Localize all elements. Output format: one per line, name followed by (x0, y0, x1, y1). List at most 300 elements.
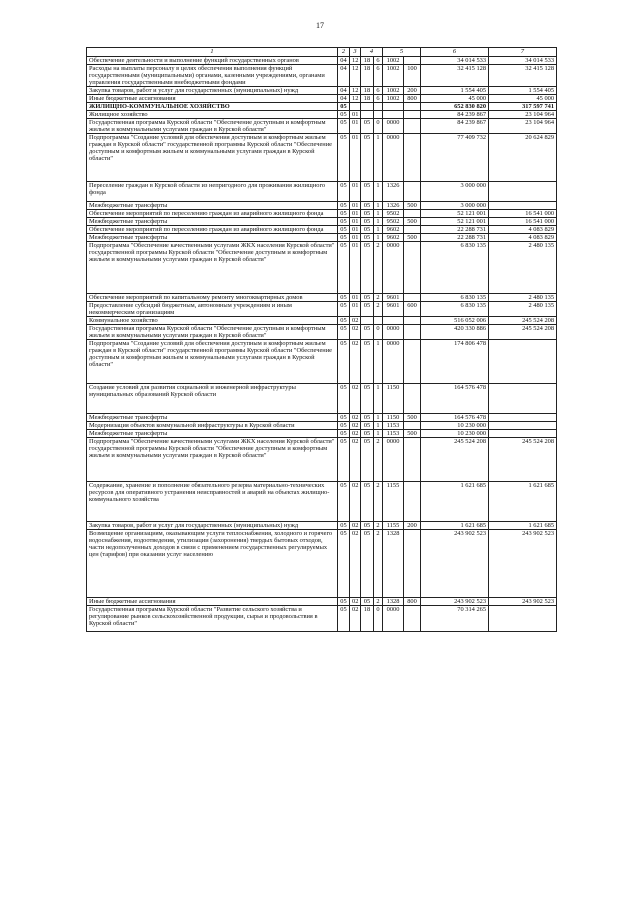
row-name-cell: Модернизация объектов коммунальной инфраструктуры в Курской области (87, 422, 338, 430)
item-code-cell: 9601 (383, 302, 404, 317)
row-name-cell: Обеспечение мероприятий по капитальному ремонту многоквартирных домов (87, 294, 338, 302)
amount-year-2-cell: 1 554 405 (489, 87, 557, 95)
subprogram-code-cell (374, 317, 383, 325)
amount-year-2-cell: 34 014 533 (489, 57, 557, 65)
table-row (87, 65, 557, 87)
section-code-cell: 05 (338, 210, 350, 218)
section-code-cell: 05 (338, 182, 350, 202)
row-name-cell: Возмещение организациям, оказывающим услуги теплоснабжения, холодного и горячего водоснабжения, водоотведения, утилизации (захоронения) твердых бытовых отходов, части недополученных доходов в связи с применением государственных регулируемых цен (тарифов) при оказании услуг населению (87, 530, 338, 598)
program-code-cell (361, 111, 374, 119)
amount-year-2-cell (489, 414, 557, 422)
subprogram-code-cell (374, 103, 383, 111)
row-name-cell: Расходы на выплаты персоналу в целях обеспечения выполнения функций государственными (муниципальными) органами, казенными учреждениями, органами управления государственными внебюджетными фондами (87, 65, 338, 87)
amount-year-1-cell: 52 121 001 (421, 218, 489, 226)
item-code-cell: 0000 (383, 606, 404, 632)
amount-year-2-cell: 245 524 208 (489, 438, 557, 482)
expense-type-cell (404, 294, 421, 302)
expense-type-cell: 600 (404, 302, 421, 317)
program-code-cell: 05 (361, 234, 374, 242)
table-row (87, 234, 557, 242)
subsection-code-cell: 12 (350, 57, 361, 65)
amount-year-2-cell: 2 480 135 (489, 302, 557, 317)
program-code-cell: 05 (361, 242, 374, 294)
item-code-cell: 1328 (383, 598, 404, 606)
table-row (87, 182, 557, 202)
table-row (87, 202, 557, 210)
item-code-cell: 1326 (383, 202, 404, 210)
subsection-code-cell: 01 (350, 210, 361, 218)
section-code-cell: 05 (338, 294, 350, 302)
table-row (87, 57, 557, 65)
table-row (87, 422, 557, 430)
subsection-code-cell: 02 (350, 606, 361, 632)
row-name-cell: Государственная программа Курской области "Развитие сельского хозяйства и регулирование рынков сельскохозяйственной продукции, сырья и продовольствия в Курской области" (87, 606, 338, 632)
subprogram-code-cell: 2 (374, 294, 383, 302)
program-code-cell: 05 (361, 598, 374, 606)
program-code-cell: 05 (361, 422, 374, 430)
program-code-cell: 05 (361, 414, 374, 422)
subprogram-code-cell: 2 (374, 242, 383, 294)
table-row (87, 438, 557, 482)
amount-year-1-cell: 22 288 731 (421, 234, 489, 242)
item-code-cell (383, 317, 404, 325)
program-code-cell: 05 (361, 202, 374, 210)
amount-year-1-cell: 6 830 135 (421, 242, 489, 294)
subsection-code-cell: 01 (350, 234, 361, 242)
amount-year-2-cell: 4 083 829 (489, 226, 557, 234)
row-name-cell: Межбюджетные трансферты (87, 202, 338, 210)
subsection-code-cell: 01 (350, 111, 361, 119)
amount-year-2-cell: 245 524 208 (489, 325, 557, 340)
item-code-cell: 1328 (383, 530, 404, 598)
table-body (87, 48, 557, 632)
budget-table (86, 47, 557, 632)
program-code-cell: 18 (361, 57, 374, 65)
amount-year-1-cell: 10 230 000 (421, 422, 489, 430)
item-code-cell: 9602 (383, 234, 404, 242)
amount-year-1-cell: 516 052 006 (421, 317, 489, 325)
subprogram-code-cell: 1 (374, 340, 383, 384)
amount-year-2-cell (489, 202, 557, 210)
amount-year-1-cell: 34 014 533 (421, 57, 489, 65)
program-code-cell: 05 (361, 325, 374, 340)
subsection-code-cell: 02 (350, 530, 361, 598)
expense-type-cell: 500 (404, 218, 421, 226)
subsection-code-cell: 12 (350, 87, 361, 95)
section-code-cell: 05 (338, 438, 350, 482)
table-row (87, 317, 557, 325)
subprogram-code-cell: 6 (374, 57, 383, 65)
amount-year-2-cell: 16 541 000 (489, 210, 557, 218)
subsection-code-cell: 02 (350, 598, 361, 606)
section-code-cell: 05 (338, 234, 350, 242)
section-code-cell: 05 (338, 482, 350, 522)
row-name-cell: Закупка товаров, работ и услуг для государственных (муниципальных) нужд (87, 87, 338, 95)
item-code-cell: 1002 (383, 87, 404, 95)
table-row (87, 134, 557, 182)
subsection-code-cell: 12 (350, 65, 361, 87)
table-row (87, 598, 557, 606)
subprogram-code-cell: 1 (374, 226, 383, 234)
subprogram-code-cell: 2 (374, 438, 383, 482)
item-code-cell: 0000 (383, 242, 404, 294)
expense-type-cell (404, 242, 421, 294)
program-code-cell (361, 103, 374, 111)
subprogram-code-cell: 2 (374, 522, 383, 530)
expense-type-cell (404, 182, 421, 202)
header-cell-2: 2 (338, 48, 350, 57)
amount-year-1-cell: 174 806 478 (421, 340, 489, 384)
subsection-code-cell (350, 103, 361, 111)
section-code-cell: 05 (338, 430, 350, 438)
expense-type-cell: 800 (404, 95, 421, 103)
row-name-cell: Подпрограмма "Создание условий для обеспечения доступным и комфортным жильем граждан в Курской области" государственной программы Курской области "Обеспечение доступным и комфортным жильем и коммунальными услугами граждан в Курской области" (87, 340, 338, 384)
amount-year-1-cell: 1 554 405 (421, 87, 489, 95)
section-code-cell: 05 (338, 302, 350, 317)
amount-year-2-cell: 23 104 964 (489, 119, 557, 134)
amount-year-1-cell: 84 239 867 (421, 119, 489, 134)
row-name-cell: Подпрограмма "Обеспечение качественными услугами ЖКХ населения Курской области" государственной программы Курской области "Обеспечение доступным и комфортным жильем и коммунальными услугами граждан в Курской области" (87, 438, 338, 482)
table-row (87, 414, 557, 422)
section-code-cell: 05 (338, 242, 350, 294)
expense-type-cell (404, 530, 421, 598)
expense-type-cell (404, 325, 421, 340)
row-name-cell: Жилищное хозяйство (87, 111, 338, 119)
subprogram-code-cell: 1 (374, 218, 383, 226)
amount-year-2-cell: 16 541 000 (489, 218, 557, 226)
row-name-cell: ЖИЛИЩНО-КОММУНАЛЬНОЕ ХОЗЯЙСТВО (87, 103, 338, 111)
table-row (87, 482, 557, 522)
subprogram-code-cell: 1 (374, 202, 383, 210)
item-code-cell: 0000 (383, 119, 404, 134)
subsection-code-cell: 01 (350, 294, 361, 302)
expense-type-cell (404, 606, 421, 632)
amount-year-2-cell: 23 104 964 (489, 111, 557, 119)
item-code-cell: 9502 (383, 210, 404, 218)
amount-year-2-cell: 2 480 135 (489, 242, 557, 294)
amount-year-2-cell: 243 902 523 (489, 530, 557, 598)
page-number: 17 (316, 21, 324, 30)
section-code-cell: 05 (338, 218, 350, 226)
subsection-code-cell: 02 (350, 414, 361, 422)
amount-year-1-cell: 243 902 523 (421, 598, 489, 606)
expense-type-cell: 500 (404, 430, 421, 438)
amount-year-1-cell: 420 330 886 (421, 325, 489, 340)
program-code-cell: 05 (361, 210, 374, 218)
row-name-cell: Иные бюджетные ассигнования (87, 95, 338, 103)
expense-type-cell: 200 (404, 87, 421, 95)
subsection-code-cell: 02 (350, 422, 361, 430)
amount-year-2-cell: 243 902 523 (489, 598, 557, 606)
section-code-cell: 05 (338, 530, 350, 598)
expense-type-cell (404, 422, 421, 430)
header-cell-6: 6 (421, 48, 489, 57)
subsection-code-cell: 01 (350, 119, 361, 134)
table-row (87, 111, 557, 119)
row-name-cell: Переселение граждан в Курской области из непригодного для проживания жилищного фонда (87, 182, 338, 202)
amount-year-1-cell: 32 415 128 (421, 65, 489, 87)
subsection-code-cell: 02 (350, 438, 361, 482)
amount-year-1-cell: 77 409 732 (421, 134, 489, 182)
row-name-cell: Межбюджетные трансферты (87, 234, 338, 242)
item-code-cell: 9602 (383, 226, 404, 234)
expense-type-cell (404, 111, 421, 119)
subsection-code-cell: 02 (350, 430, 361, 438)
header-cell-5: 5 (383, 48, 421, 57)
amount-year-1-cell: 84 239 867 (421, 111, 489, 119)
table-row (87, 302, 557, 317)
subprogram-code-cell: 2 (374, 302, 383, 317)
amount-year-2-cell: 20 624 829 (489, 134, 557, 182)
section-code-cell: 05 (338, 325, 350, 340)
table-row (87, 325, 557, 340)
program-code-cell: 05 (361, 226, 374, 234)
amount-year-2-cell: 317 597 741 (489, 103, 557, 111)
amount-year-1-cell: 1 621 685 (421, 522, 489, 530)
section-code-cell: 05 (338, 384, 350, 414)
item-code-cell (383, 111, 404, 119)
table-row (87, 87, 557, 95)
amount-year-2-cell: 45 000 (489, 95, 557, 103)
item-code-cell: 1002 (383, 95, 404, 103)
table-row (87, 430, 557, 438)
item-code-cell (383, 103, 404, 111)
program-code-cell: 05 (361, 384, 374, 414)
amount-year-2-cell (489, 384, 557, 414)
table-row (87, 226, 557, 234)
program-code-cell: 05 (361, 134, 374, 182)
item-code-cell: 1150 (383, 384, 404, 414)
program-code-cell: 05 (361, 438, 374, 482)
section-code-cell: 05 (338, 598, 350, 606)
section-code-cell: 05 (338, 226, 350, 234)
header-cell-7: 7 (489, 48, 557, 57)
table-row (87, 522, 557, 530)
subprogram-code-cell: 1 (374, 422, 383, 430)
item-code-cell: 1326 (383, 182, 404, 202)
row-name-cell: Закупка товаров, работ и услуг для государственных (муниципальных) нужд (87, 522, 338, 530)
subsection-code-cell: 02 (350, 384, 361, 414)
program-code-cell: 05 (361, 119, 374, 134)
subsection-code-cell: 01 (350, 182, 361, 202)
table-row (87, 530, 557, 598)
expense-type-cell (404, 103, 421, 111)
item-code-cell: 1002 (383, 65, 404, 87)
section-code-cell: 05 (338, 317, 350, 325)
program-code-cell (361, 317, 374, 325)
amount-year-1-cell: 3 000 000 (421, 182, 489, 202)
table-row (87, 210, 557, 218)
expense-type-cell (404, 119, 421, 134)
amount-year-1-cell: 6 830 135 (421, 294, 489, 302)
expense-type-cell (404, 340, 421, 384)
item-code-cell: 1155 (383, 522, 404, 530)
amount-year-1-cell: 243 902 523 (421, 530, 489, 598)
section-code-cell: 05 (338, 414, 350, 422)
amount-year-2-cell: 32 415 128 (489, 65, 557, 87)
amount-year-2-cell: 2 480 135 (489, 294, 557, 302)
section-code-cell: 05 (338, 119, 350, 134)
row-name-cell: Обеспечение мероприятий по переселению граждан из аварийного жилищного фонда (87, 226, 338, 234)
amount-year-2-cell (489, 606, 557, 632)
table-row (87, 242, 557, 294)
subprogram-code-cell: 1 (374, 134, 383, 182)
row-name-cell: Создание условий для развития социальной и инженерной инфраструктуры муниципальных образований Курской области (87, 384, 338, 414)
table-row (87, 95, 557, 103)
table-row (87, 218, 557, 226)
header-cell-3: 3 (350, 48, 361, 57)
subprogram-code-cell: 2 (374, 598, 383, 606)
amount-year-1-cell: 1 621 685 (421, 482, 489, 522)
program-code-cell: 05 (361, 482, 374, 522)
row-name-cell: Предоставление субсидий бюджетным, автономным учреждениям и иным некоммерческим организациям (87, 302, 338, 317)
amount-year-1-cell: 70 314 265 (421, 606, 489, 632)
expense-type-cell (404, 134, 421, 182)
section-code-cell: 04 (338, 95, 350, 103)
row-name-cell: Подпрограмма "Обеспечение качественными услугами ЖКХ населения Курской области" государственной программы Курской области "Обеспечение доступным и комфортным жильем и коммунальными услугами граждан в Курской области" (87, 242, 338, 294)
item-code-cell: 1002 (383, 57, 404, 65)
amount-year-1-cell: 45 000 (421, 95, 489, 103)
subsection-code-cell: 02 (350, 340, 361, 384)
subsection-code-cell: 02 (350, 317, 361, 325)
subprogram-code-cell: 6 (374, 65, 383, 87)
expense-type-cell (404, 317, 421, 325)
table-row (87, 119, 557, 134)
section-code-cell: 05 (338, 202, 350, 210)
subprogram-code-cell: 0 (374, 606, 383, 632)
section-code-cell: 04 (338, 87, 350, 95)
item-code-cell: 0000 (383, 340, 404, 384)
subprogram-code-cell: 1 (374, 210, 383, 218)
subprogram-code-cell: 1 (374, 384, 383, 414)
amount-year-1-cell: 164 576 478 (421, 384, 489, 414)
amount-year-1-cell: 52 121 001 (421, 210, 489, 218)
program-code-cell: 05 (361, 302, 374, 317)
expense-type-cell: 500 (404, 202, 421, 210)
section-code-cell: 05 (338, 606, 350, 632)
section-code-cell: 05 (338, 111, 350, 119)
table-row (87, 340, 557, 384)
amount-year-2-cell (489, 340, 557, 384)
amount-year-1-cell: 10 230 000 (421, 430, 489, 438)
expense-type-cell (404, 482, 421, 522)
expense-type-cell (404, 210, 421, 218)
expense-type-cell: 500 (404, 414, 421, 422)
program-code-cell: 18 (361, 95, 374, 103)
item-code-cell: 1153 (383, 422, 404, 430)
item-code-cell: 1153 (383, 430, 404, 438)
amount-year-2-cell: 245 524 208 (489, 317, 557, 325)
table-row (87, 294, 557, 302)
row-name-cell: Межбюджетные трансферты (87, 414, 338, 422)
header-cell-4: 4 (361, 48, 383, 57)
subprogram-code-cell: 1 (374, 182, 383, 202)
subsection-code-cell: 01 (350, 218, 361, 226)
row-name-cell: Иные бюджетные ассигнования (87, 598, 338, 606)
row-name-cell: Обеспечение мероприятий по переселению граждан из аварийного жилищного фонда (87, 210, 338, 218)
item-code-cell: 0000 (383, 325, 404, 340)
row-name-cell: Содержание, хранение и пополнение обязательного резерва материально-технических ресурсов для оперативного устранения неисправностей и аварий на объектах жилищно-коммунального хозяйства (87, 482, 338, 522)
program-code-cell: 05 (361, 430, 374, 438)
expense-type-cell: 800 (404, 598, 421, 606)
item-code-cell: 0000 (383, 438, 404, 482)
row-name-cell: Государственная программа Курской области "Обеспечение доступным и комфортным жильем и коммунальными услугами граждан в Курской области" (87, 119, 338, 134)
subsection-code-cell: 01 (350, 302, 361, 317)
subsection-code-cell: 01 (350, 202, 361, 210)
subprogram-code-cell: 2 (374, 530, 383, 598)
amount-year-2-cell: 1 621 685 (489, 482, 557, 522)
expense-type-cell: 100 (404, 65, 421, 87)
program-code-cell: 18 (361, 65, 374, 87)
amount-year-2-cell (489, 430, 557, 438)
header-row (87, 48, 557, 57)
program-code-cell: 05 (361, 340, 374, 384)
row-name-cell: Межбюджетные трансферты (87, 218, 338, 226)
program-code-cell: 05 (361, 522, 374, 530)
amount-year-2-cell: 4 083 829 (489, 234, 557, 242)
table-row (87, 606, 557, 632)
row-name-cell: Подпрограмма "Создание условий для обеспечения доступным и комфортным жильем граждан в Курской области" государственной программы Курской области "Обеспечение доступным и комфортным жильем и коммунальными услугами граждан в Курской области" (87, 134, 338, 182)
expense-type-cell: 200 (404, 522, 421, 530)
section-code-cell: 05 (338, 103, 350, 111)
subprogram-code-cell: 0 (374, 325, 383, 340)
expense-type-cell (404, 438, 421, 482)
amount-year-1-cell: 652 830 820 (421, 103, 489, 111)
subprogram-code-cell (374, 111, 383, 119)
amount-year-1-cell: 6 830 135 (421, 302, 489, 317)
subsection-code-cell: 02 (350, 482, 361, 522)
item-code-cell: 0000 (383, 134, 404, 182)
row-name-cell: Обеспечение деятельности и выполнение функций государственных органов (87, 57, 338, 65)
subprogram-code-cell: 6 (374, 87, 383, 95)
program-code-cell: 18 (361, 606, 374, 632)
subsection-code-cell: 12 (350, 95, 361, 103)
subprogram-code-cell: 2 (374, 482, 383, 522)
amount-year-2-cell: 1 621 685 (489, 522, 557, 530)
table-row (87, 103, 557, 111)
expense-type-cell (404, 384, 421, 414)
subprogram-code-cell: 6 (374, 95, 383, 103)
subprogram-code-cell: 1 (374, 430, 383, 438)
section-code-cell: 04 (338, 57, 350, 65)
section-code-cell: 05 (338, 522, 350, 530)
amount-year-2-cell (489, 182, 557, 202)
subprogram-code-cell: 0 (374, 119, 383, 134)
section-code-cell: 05 (338, 340, 350, 384)
subprogram-code-cell: 1 (374, 234, 383, 242)
expense-type-cell: 500 (404, 234, 421, 242)
program-code-cell: 18 (361, 87, 374, 95)
subsection-code-cell: 01 (350, 242, 361, 294)
section-code-cell: 05 (338, 134, 350, 182)
amount-year-1-cell: 22 288 731 (421, 226, 489, 234)
program-code-cell: 05 (361, 182, 374, 202)
amount-year-1-cell: 164 576 478 (421, 414, 489, 422)
program-code-cell: 05 (361, 218, 374, 226)
header-cell-1: 1 (87, 48, 338, 57)
amount-year-1-cell: 3 000 000 (421, 202, 489, 210)
item-code-cell: 9502 (383, 218, 404, 226)
item-code-cell: 1155 (383, 482, 404, 522)
section-code-cell: 04 (338, 65, 350, 87)
expense-type-cell (404, 226, 421, 234)
program-code-cell: 05 (361, 530, 374, 598)
row-name-cell: Коммунальное хозяйство (87, 317, 338, 325)
program-code-cell: 05 (361, 294, 374, 302)
section-code-cell: 05 (338, 422, 350, 430)
item-code-cell: 9601 (383, 294, 404, 302)
row-name-cell: Межбюджетные трансферты (87, 430, 338, 438)
